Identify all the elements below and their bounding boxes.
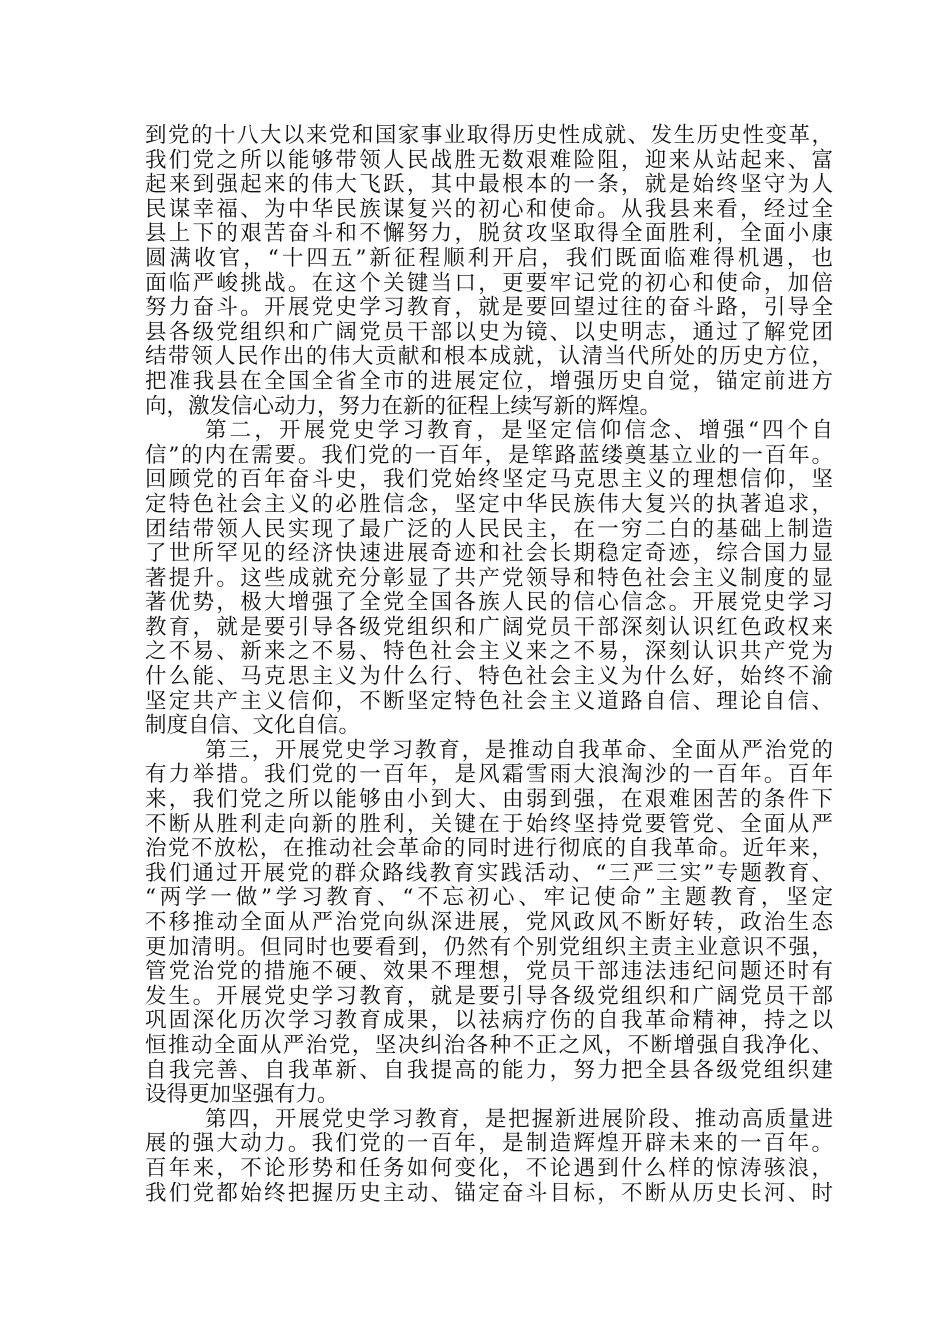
text-line: 努力奋斗。开展党史学习教育，就是要回望过往的奋斗路，引导全 xyxy=(145,295,833,321)
text-line: 了世所罕见的经济快速进展奇迹和社会长期稳定奇迹，综合国力显 xyxy=(145,541,833,567)
text-line: 县各级党组织和广阔党员干部以史为镜、以史明志，通过了解党团 xyxy=(145,319,833,345)
text-line: 把准我县在全国全省全市的进展定位，增强历史自觉，锚定前进方 xyxy=(145,368,833,394)
text-line: 不断从胜利走向新的胜利，关键在于始终坚持党要管党、全面从严 xyxy=(145,811,833,837)
text-line: 结带领人民作出的伟大贡献和根本成就，认清当代所处的历史方位， xyxy=(145,344,833,370)
text-line: 县上下的艰苦奋斗和不懈努力，脱贫攻坚取得全面胜利，全面小康 xyxy=(145,221,833,247)
text-line: 不移推动全面从严治党向纵深进展，党风政风不断好转，政治生态 xyxy=(145,910,833,935)
paragraph xyxy=(145,419,833,739)
text-line: 治党不放松，在推动社会革命的同时进行彻底的自我革命。近年来， xyxy=(145,836,833,862)
text-line: 民谋幸福、为中华民族谋复兴的初心和使命。从我县来看，经过全 xyxy=(145,196,833,222)
text-line: 制度自信、文化自信。 xyxy=(145,713,361,739)
text-line: 信”的内在需要。我们党的一百年，是筚路蓝缕奠基立业的一百年。 xyxy=(145,442,833,468)
text-line: “两学一做”学习教育、“不忘初心、牢记使命”主题教育，坚定 xyxy=(145,885,833,911)
text-line: 更加清明。但同时也要看到，仍然有个别党组织主责主业意识不强， xyxy=(145,934,833,960)
text-line: 发生。开展党史学习教育，就是要引导各级党组织和广阔党员干部 xyxy=(145,983,833,1009)
text-line: 我们党之所以能够带领人民战胜无数艰难险阻，迎来从站起来、富 xyxy=(145,147,833,173)
body-text xyxy=(145,124,833,1206)
text-line: 自我完善、自我革新、自我提高的能力，努力把全县各级党组织建 xyxy=(145,1057,833,1083)
text-line: 著提升。这些成就充分彰显了共产党领导和特色社会主义制度的显 xyxy=(145,565,833,591)
text-line: 团结带领人民实现了最广泛的人民民主，在一穷二白的基础上制造 xyxy=(145,516,833,542)
text-line: 之不易、新来之不易、特色社会主义来之不易，深刻认识共产党为 xyxy=(145,639,833,665)
text-line: 来，我们党之所以能够由小到大、由弱到强，在艰难困苦的条件下 xyxy=(145,787,833,813)
text-line: 回顾党的百年奋斗史，我们党始终坚定马克思主义的理想信仰，坚 xyxy=(145,467,833,493)
text-line: 起来到强起来的伟大飞跃，其中最根本的一条，就是始终坚守为人 xyxy=(145,172,833,198)
text-line: 我们通过开展党的群众路线教育实践活动、“三严三实”专题教育、 xyxy=(145,860,833,886)
text-line: 第二，开展党史学习教育，是坚定信仰信念、增强“四个自 xyxy=(205,418,833,444)
text-line: 圆满收官，“十四五”新征程顺利开启，我们既面临难得机遇，也 xyxy=(145,245,833,271)
text-line: 管党治党的措施不硬、效果不理想，党员干部违法违纪问题还时有 xyxy=(145,959,833,985)
paragraph xyxy=(145,1108,833,1206)
text-line: 面临严峻挑战。在这个关键当口，更要牢记党的初心和使命，加倍 xyxy=(145,270,833,296)
text-line: 百年来，不论形势和任务如何变化，不论遇到什么样的惊涛骇浪， xyxy=(145,1155,833,1181)
text-line: 第四，开展党史学习教育，是把握新进展阶段、推动高质量进 xyxy=(205,1106,833,1132)
paragraph xyxy=(145,124,833,419)
text-line: 有力举措。我们党的一百年，是风霜雪雨大浪淘沙的一百年。百年 xyxy=(145,762,833,788)
text-line: 著优势，极大增强了全党全国各族人民的信心信念。开展党史学习 xyxy=(145,590,833,616)
text-line: 展的强大动力。我们党的一百年，是制造辉煌开辟未来的一百年。 xyxy=(145,1131,833,1157)
text-line: 设得更加坚强有力。 xyxy=(145,1082,339,1108)
text-line: 到党的十八大以来党和国家事业取得历史性成就、发生历史性变革， xyxy=(145,123,833,148)
text-line: 教育，就是要引导各级党组织和广阔党员干部深刻认识红色政权来 xyxy=(145,614,833,640)
text-line: 定特色社会主义的必胜信念，坚定中华民族伟大复兴的执著追求， xyxy=(145,491,833,517)
paragraph xyxy=(145,739,833,1108)
text-line: 巩固深化历次学习教育成果，以祛病疗伤的自我革命精神，持之以 xyxy=(145,1008,833,1034)
text-line: 什么能、马克思主义为什么行、特色社会主义为什么好，始终不渝 xyxy=(145,664,833,690)
text-line: 向，激发信心动力，努力在新的征程上续写新的辉煌。 xyxy=(145,393,662,419)
text-line: 第三，开展党史学习教育，是推动自我革命、全面从严治党的 xyxy=(205,737,833,763)
text-line: 坚定共产主义信仰，不断坚定特色社会主义道路自信、理论自信、 xyxy=(145,688,833,714)
text-line: 恒推动全面从严治党，坚决纠治各种不正之风，不断增强自我净化、 xyxy=(145,1032,833,1058)
text-line: 我们党都始终把握历史主动、锚定奋斗目标，不断从历史长河、时 xyxy=(145,1180,833,1206)
